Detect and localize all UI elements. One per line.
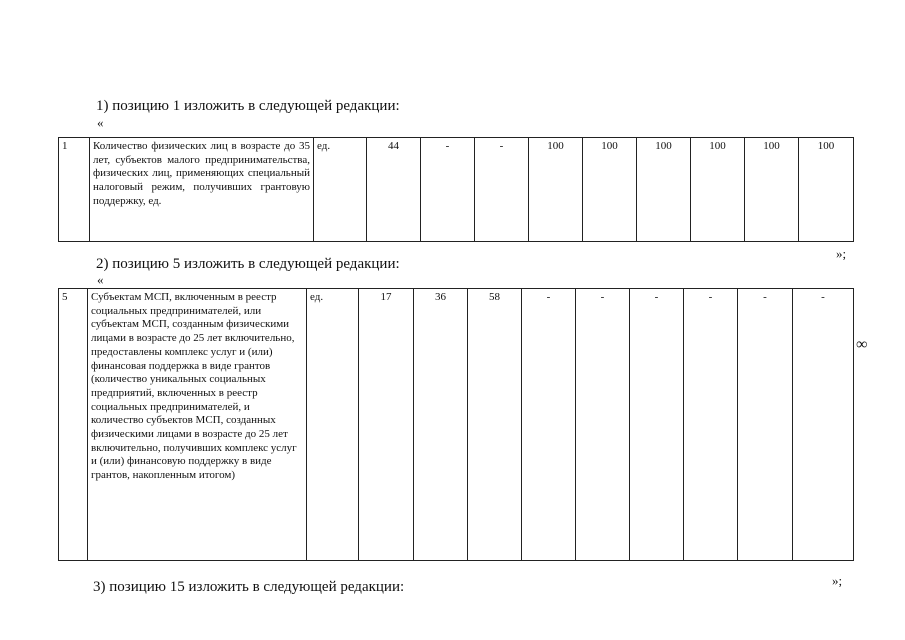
- item2-open-quote: «: [97, 272, 104, 287]
- value-cell: -: [684, 289, 738, 561]
- value-cell: 44: [367, 138, 421, 242]
- value-cell: -: [793, 289, 854, 561]
- item2-heading: 2) позицию 5 изложить в следующей редакции:: [96, 256, 400, 272]
- value-cell: 58: [468, 289, 522, 561]
- value-cell: -: [522, 289, 576, 561]
- item2-close-quote: »;: [832, 573, 843, 588]
- indicator-description: Количество физических лиц в возрасте до 35 лет, субъектов малого предпринимательства, физических лиц, применяющих специальный налоговый режим, получивших грантовую поддержку, ед.: [90, 138, 314, 242]
- value-cell: -: [421, 138, 475, 242]
- position-1-table: [58, 137, 854, 242]
- value-cell: 17: [359, 289, 414, 561]
- unit-cell: ед.: [307, 289, 359, 561]
- unit-cell: ед.: [314, 138, 367, 242]
- row-number: 1: [59, 138, 90, 242]
- value-cell: 100: [745, 138, 799, 242]
- value-cell: 100: [529, 138, 583, 242]
- value-cell: -: [475, 138, 529, 242]
- row-number: 5: [59, 289, 88, 561]
- item1-open-quote: «: [97, 115, 104, 130]
- position-5-table: [58, 288, 854, 561]
- table-row: [59, 289, 854, 561]
- table-row: [59, 138, 854, 242]
- margin-mark: ∞: [856, 336, 868, 353]
- item3-heading: 3) позицию 15 изложить в следующей редакции:: [93, 579, 405, 595]
- item1-heading: 1) позицию 1 изложить в следующей редакции:: [96, 98, 400, 114]
- item1-close-quote: »;: [836, 246, 847, 261]
- value-cell: 36: [414, 289, 468, 561]
- value-cell: 100: [799, 138, 854, 242]
- value-cell: -: [630, 289, 684, 561]
- value-cell: 100: [583, 138, 637, 242]
- value-cell: -: [576, 289, 630, 561]
- indicator-description: Субъектам МСП, включенным в реестр социальных предпринимателей, или субъектам МСП, созданным физическими лицами в возрасте до 25 лет включительно, предоставлены комплекс услуг и (или) финансовая поддержка в виде грантов (количество уникальных социальных предприятий, включенных в реестр социальных предпринимателей, и количество субъектов МСП, созданных физическими лицами в возрасте до 25 лет включительно, получивших комплекс услуг и (или) финансовую поддержку в виде грантов, накопленным итогом): [88, 289, 307, 561]
- value-cell: 100: [691, 138, 745, 242]
- value-cell: -: [738, 289, 793, 561]
- value-cell: 100: [637, 138, 691, 242]
